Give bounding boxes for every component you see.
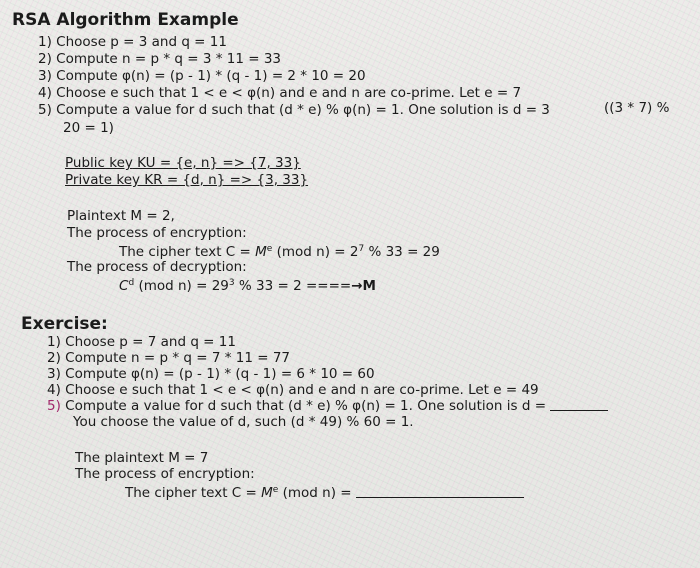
d-answer-blank[interactable] [550,398,608,411]
exercise-step-4: 4) Choose e such that 1 < e < φ(n) and e and n are co-prime. Let e = 49 [47,382,539,398]
page-title: RSA Algorithm Example [12,10,239,30]
example-step-2: 2) Compute n = p * q = 3 * 11 = 33 [38,51,281,67]
exercise-step-5-continued: You choose the value of d, such (d * 49) % 60 = 1. [73,414,414,430]
exercise-step-5: 5) Compute a value for d such that (d * e) % φ(n) = 1. One solution is d = [47,398,608,414]
exercise-step-3: 3) Compute φ(n) = (p - 1) * (q - 1) = 6 * 10 = 60 [47,366,375,382]
exercise-encryption-heading: The process of encryption: [75,466,255,482]
cipher-text-line: The cipher text $C = M^e$ (mod $n) = 2^7$ % 33 = 29 [119,244,440,260]
plaintext-line: Plaintext M = 2, [67,208,175,224]
decryption-heading: The process of decryption: [67,259,247,275]
exercise-step-1: 1) Choose p = 7 and q = 11 [47,334,236,350]
exercise-heading: Exercise: [21,314,108,334]
public-key-line: Public key KU = {e, n} => {7, 33} [65,155,301,171]
example-step-5: 5) Compute a value for d such that (d * e) % φ(n) = 1. One solution is d = 3 [38,102,550,118]
encryption-heading: The process of encryption: [67,225,247,241]
exercise-cipher-line: The cipher text $C = M^e$ (mod n) = [125,482,524,501]
cipher-answer-blank[interactable] [356,485,524,498]
decryption-line: $C^d$ (mod $n) = 29^3$ % 33 = 2 ====→M [119,278,376,294]
example-step-4: 4) Choose e such that 1 < e < φ(n) and e and n are co-prime. Let e = 7 [38,85,522,101]
example-step-5-aside: ((3 * 7) % [604,100,670,116]
exercise-step-2: 2) Compute n = p * q = 7 * 11 = 77 [47,350,290,366]
example-step-5-continued: 20 = 1) [63,120,114,136]
exercise-plaintext-line: The plaintext M = 7 [75,450,209,466]
example-step-1: 1) Choose p = 3 and q = 11 [38,34,227,50]
example-step-3: 3) Compute φ(n) = (p - 1) * (q - 1) = 2 * 10 = 20 [38,68,366,84]
private-key-line: Private key KR = {d, n} => {3, 33} [65,172,309,188]
